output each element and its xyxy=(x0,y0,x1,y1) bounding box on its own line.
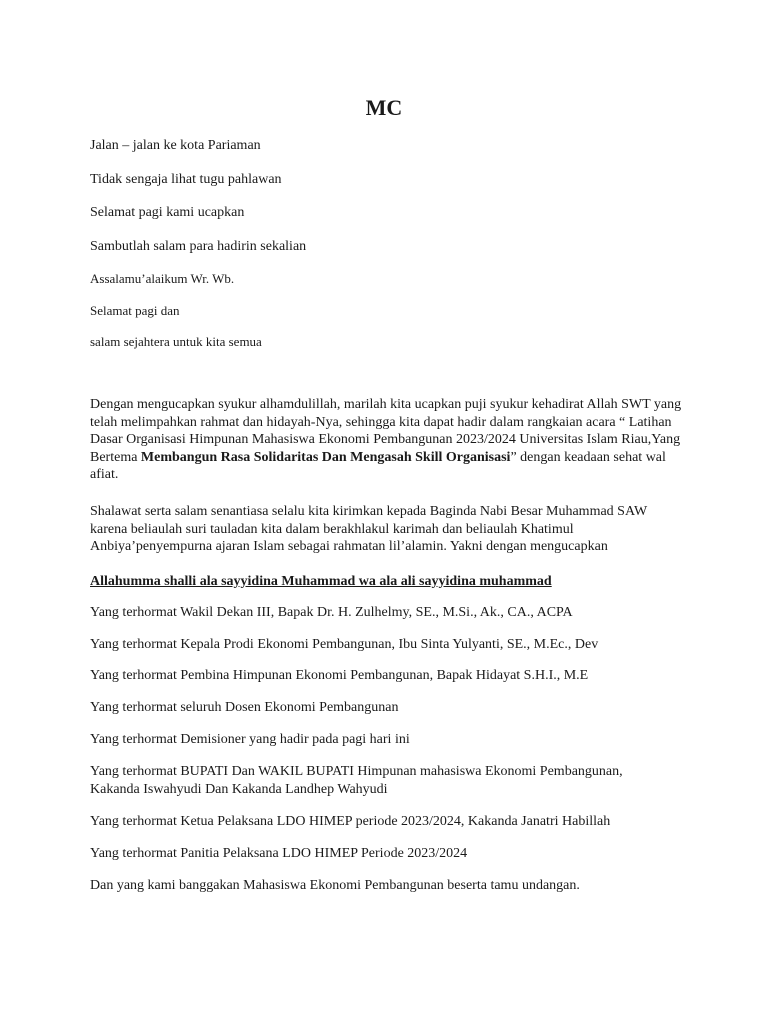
paragraph-line: Yang terhormat BUPATI Dan WAKIL BUPATI Himpunan mahasiswa Ekonomi Pembangunan, xyxy=(90,764,623,779)
salutation-line: Yang terhormat Demisioner yang hadir pada pagi hari ini xyxy=(90,732,410,747)
paragraph-line: karena beliaulah suri tauladan kita dalam berakhlakul karimah dan beliaulah Khatimul xyxy=(90,521,574,537)
salutation-line: Yang terhormat Ketua Pelaksana LDO HIMEP periode 2023/2024, Kakanda Janatri Habillah xyxy=(90,814,611,829)
paragraph-line: afiat. xyxy=(90,467,119,482)
salutation-line: Yang terhormat seluruh Dosen Ekonomi Pembangunan xyxy=(90,700,399,715)
shalawat-paragraph xyxy=(90,503,690,556)
salutation-line: Yang terhormat Panitia Pelaksana LDO HIMEP Periode 2023/2024 xyxy=(90,846,468,861)
pantun-line: Tidak sengaja lihat tugu pahlawan xyxy=(90,172,282,187)
paragraph-line: Dengan mengucapkan syukur alhamdulillah, marilah kita ucapkan puji syukur kehadirat Allah SWT yang xyxy=(90,397,682,412)
greeting-line: Assalamu’alaikum Wr. Wb. xyxy=(90,271,235,286)
opening-paragraph xyxy=(90,396,690,484)
paragraph-line: telah melimpahkan rahmat dan hidayah-Nya, sehingga kita dapat hadir dalam rangkaian acara “ Latihan xyxy=(90,414,672,430)
paragraph-line: Anbiya’penyempurna ajaran Islam sebagai rahmatan lil’alamin. Yakni dengan mengucapkan xyxy=(90,539,608,554)
paragraph-line: Kakanda Iswahyudi Dan Kakanda Landhep Wahyudi xyxy=(90,781,388,797)
paragraph-line xyxy=(90,449,690,467)
salutation-line: Yang terhormat Pembina Himpunan Ekonomi Pembangunan, Bapak Hidayat S.H.I., M.E xyxy=(90,668,589,683)
theme-suffix: ” dengan keadaan sehat wal xyxy=(510,449,666,465)
greeting-line: Selamat pagi dan xyxy=(90,303,180,318)
salutation-line: Dan yang kami banggakan Mahasiswa Ekonomi Pembangunan beserta tamu undangan. xyxy=(90,878,580,893)
greeting-line: salam sejahtera untuk kita semua xyxy=(90,334,262,349)
salutation-line: Yang terhormat Wakil Dekan III, Bapak Dr. H. Zulhelmy, SE., M.Si., Ak., CA., ACPA xyxy=(90,605,573,620)
theme-prefix: Bertema xyxy=(90,449,141,465)
page-title: MC xyxy=(365,95,403,120)
event-theme: Membangun Rasa Solidaritas Dan Mengasah Skill Organisasi xyxy=(140,449,511,465)
salutation-line: Yang terhormat Kepala Prodi Ekonomi Pembangunan, Ibu Sinta Yulyanti, SE., M.Ec., Dev xyxy=(90,637,599,652)
paragraph-line: Dasar Organisasi Himpunan Mahasiswa Ekonomi Pembangunan 2023/2024 Universitas Islam Riau,Yang xyxy=(90,432,681,447)
paragraph-line: Shalawat serta salam senantiasa selalu kita kirimkan kepada Baginda Nabi Besar Muhammad SAW xyxy=(90,504,648,519)
bupati-salutation xyxy=(90,763,690,798)
shalawat-text: Allahumma shalli ala sayyidina Muhammad wa ala ali sayyidina muhammad xyxy=(90,574,552,589)
pantun-line: Jalan – jalan ke kota Pariaman xyxy=(90,138,261,153)
pantun-line: Selamat pagi kami ucapkan xyxy=(90,205,245,220)
pantun-line: Sambutlah salam para hadirin sekalian xyxy=(90,239,307,254)
